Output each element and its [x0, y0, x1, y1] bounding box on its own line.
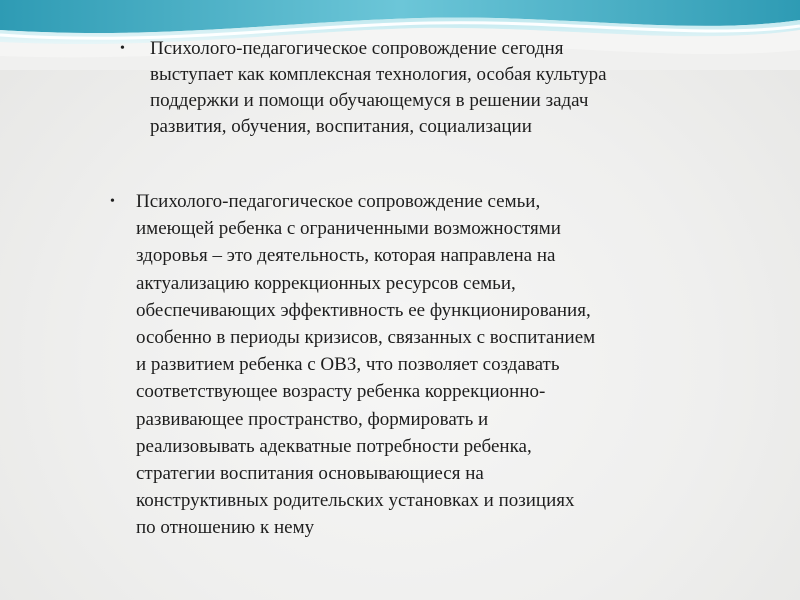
- bullet-item-2: [110, 188, 690, 542]
- bullet-dot: •: [110, 194, 115, 209]
- bullet-text-2: Психолого-педагогическое сопровождение семьи, имеющей ребенка с ограниченными возможностями здоровья – это деятельность, которая направлена на актуализацию коррекционных ресурсов семьи, обеспечивающих эффективность ее функционирования, особенно в периоды кризисов, связанных с воспитанием и развитием ребенка с ОВЗ, что позволяет создавать соответствующее возрасту ребенка коррекционно- развивающее пространство, формировать и реализовывать адекватные потребности ребенка, стратегии воспитания основывающиеся на конструктивных родительских установках и позициях по отношению к нему: [136, 191, 596, 539]
- bullet-item-1: [120, 36, 680, 140]
- bullet-dot: •: [120, 41, 125, 56]
- bullet-text-1: Психолого-педагогическое сопровождение сегодня выступает как комплексная технология, особая культура поддержки и помощи обучающемуся в решении задач развития, обучения, воспитания, социализации: [150, 38, 607, 137]
